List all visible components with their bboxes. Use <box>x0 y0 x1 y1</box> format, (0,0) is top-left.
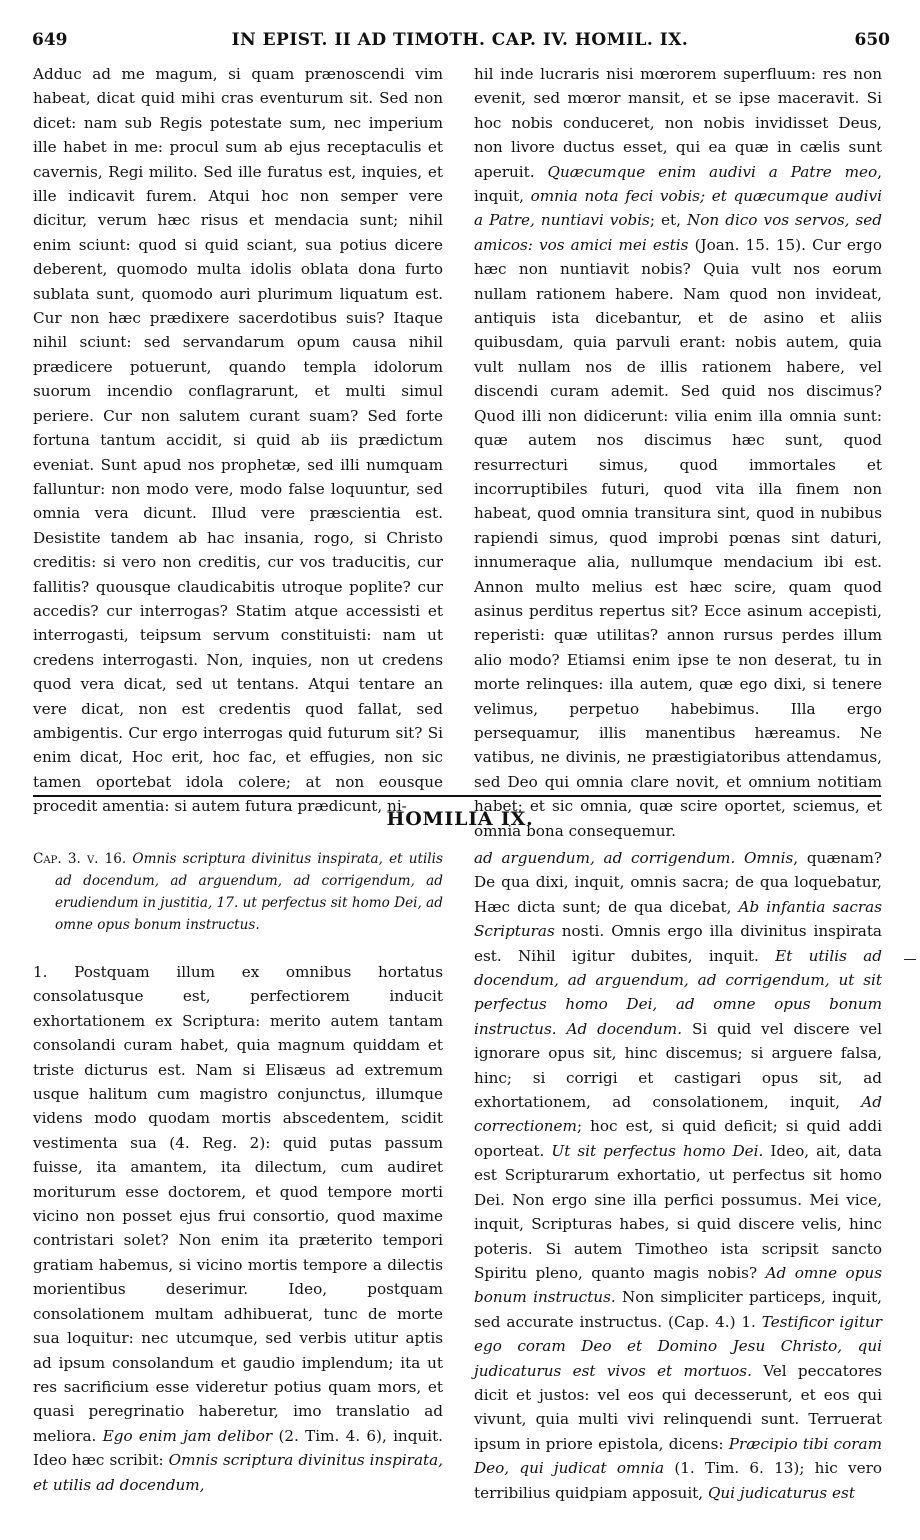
chapter-heading <box>33 848 443 936</box>
text-run: ; et, <box>649 211 687 230</box>
section-divider <box>33 795 881 797</box>
scripture-quote: Quæcumque enim audivi a Patre meo <box>547 162 878 181</box>
scripture-quote: Ut sit perfectus homo Dei. <box>551 1141 764 1160</box>
margin-mark <box>904 959 916 960</box>
paragraph <box>474 62 882 843</box>
running-header <box>30 30 890 56</box>
scripture-quote: Qui judicaturus est <box>707 1483 855 1502</box>
top-right-column <box>474 62 882 840</box>
page-number-right: 650 <box>854 30 890 50</box>
chapter-verse-text: Omnis scriptura divinitus inspirata, et utilis ad docendum, ad arguendum, ad corrigendum, ad erudiendum in justitia, 17. ut perfectus sit homo Dei, ad omne opus bonum instructus. <box>55 851 443 933</box>
scripture-quote: Testificor igitur ego coram Deo et Domino Jesu Christo, qui judicaturus est vivos et mortuos. <box>474 1312 882 1380</box>
text-run: Ideo, ait, data est Scripturarum exhortatio, ut perfectus sit homo Dei. Non ergo sine illa perfici possumus. Mei vice, inquit, Scripturas habes, si quid discere velis, hinc poteris. Si autem Timotheo ista scripsit sancto Spiritu pleno, quanto magis nobis? <box>474 1141 882 1282</box>
bottom-left-column <box>33 960 443 1500</box>
scripture-quote: Et utilis ad docendum, ad arguendum, ad corrigendum, ut sit perfectus homo Dei, ad omne opus bonum instructus. Ad docendum. <box>474 946 882 1038</box>
chapter-reference: Cap. 3. v. 16. <box>33 851 127 867</box>
scripture-quote: Præcipio tibi coram Deo, qui judicat omnia <box>474 1434 882 1478</box>
text-run: Non simpliciter particeps, inquit, sed accurate instructus. (Cap. 4.) 1. <box>474 1288 882 1331</box>
text-run: Vel peccatores dicit et justos: vel eos qui decesserunt, et eos qui vivunt, quia multi vivi relinquendi sunt. Terruerat ipsum in priore epistola, dicens: <box>474 1361 882 1453</box>
text-run: , quænam? De qua dixi, inquit, omnis sacra; de qua loquebatur, Hæc dicta sunt; de qua dicebat, <box>474 849 882 916</box>
paragraph <box>33 960 443 1497</box>
text-run: 1. Postquam illum ex omnibus hortatus consolatusque est, perfectiorem inducit exhortationem ex Scriptura: merito autem tantam consolandi curam habet, quia magnum quiddam et triste dicturus est. Nam si Elisæus ad extremum usque halitum cum magistro conjunctus, illumque videns modo quodam mortis abscedentem, scidit vestimenta sua (4. Reg. 2): quid putas passum fuisse, ita amantem, ita dilectum, cum audiret moriturum esse doctorem, et quod tempore morti vicino non posset ejus frui consortio, quod maxime contristari solet? Non enim ita præterito tempori gratiam habemus, si vicino mortis tempore a dilectis morientibus deserimur. Ideo, postquam consolationem multam adhibuerat, tunc de morte sua loquitur: nec utcumque, sed verbis utitur aptis ad ipsum consolandum et gaudio implendum; ita ut res sacrificium esse videretur potius quam mors, et quasi peregrinatio haberetur, imo translatio ad meliora. <box>33 963 443 1445</box>
top-left-column <box>33 62 443 816</box>
text-run: (2. Tim. 4. 6), inquit. Ideo hæc scribit: <box>33 1426 444 1470</box>
text-run: , inquit, <box>474 162 882 206</box>
scripture-quote: Non dico vos servos, sed amicos: vos amici mei estis <box>474 211 882 254</box>
text-run: Si quid vel discere vel ignorare opus sit, hinc discemus; si arguere falsa, hinc; si corrigi et castigari opus sit, ad exhortationem, ad consolationem, inquit, <box>474 1019 883 1112</box>
page-number-left: 649 <box>32 30 68 50</box>
scripture-quote: Ab infantia sacras Scripturas <box>474 897 882 941</box>
scripture-quote: Ad omne opus bonum instructus. <box>474 1263 882 1307</box>
text-run: ; hoc est, si quid deficit; si quid addi oporteat. <box>474 1117 882 1160</box>
homily-title: HOMILIA IX. <box>386 808 534 830</box>
scripture-quote: ad arguendum, ad corrigendum. Omnis <box>474 849 794 867</box>
running-title: IN EPIST. II AD TIMOTH. CAP. IV. HOMIL. IX. <box>231 30 689 50</box>
text-run: (Joan. 15. 15). Cur ergo hæc non nuntiavit nobis? Quia vult nos eorum nullam rationem habere. Nam quod non invideat, antiquis ista dicebantur, et de asino et aliis quibusdam, quia parvuli erant: nobis autem, quia vult nullam nos de illis rationem habere, vel discendi curam ademit. Sed quid nos discimus? Quod illi non didicerunt: vilia enim illa omnia sunt: quæ autem nos discimus hæc sunt, quod resurrecturi simus, quod immortales et incorruptibiles futuri, quod vita illa finem non habeat, quod omnia transitura sint, quod in nubibus rapiendi simus, quod improbi pœnas sint daturi, innumeraque alia, nullumque mendacium ibi est. Annon multo melius est hæc scire, quam quod asinus perditus repertus sit? Ecce asinum accepisti, reperisti: quæ utilitas? annon rursus perdes illum alio modo? Etiamsi enim ipse te non deserat, tu in morte relinques: illa autem, quæ ego dixi, si tenere velimus, perpetuo habebimus. Illa ergo persequamur, illis manentibus hæreamus. Ne vatibus, ne divinis, ne præstigiatoribus attendamus, sed Deo qui omnia clare novit, et omnium notitiam habet; et sic omnia, quæ scire oportet, sciemus, et omnia bona consequemur. <box>474 235 882 840</box>
text-run: hil inde lucraris nisi mœrorem superfluum: res non evenit, sed mœror mansit, et se ipse maceravit. Si hoc nobis conduceret, non nobis invidisset Deus, non livore ductus esset, qui ea quæ in cælis sunt aperuit. <box>474 65 882 181</box>
chapter-verse <box>33 848 443 936</box>
scripture-quote: Ad correctionem <box>474 1093 882 1136</box>
scripture-quote: Ego enim jam delibor <box>102 1426 273 1445</box>
text-run: nosti. Omnis ergo illa divinitus inspirata est. Nihil igitur dubites, inquit. <box>474 922 882 965</box>
text-run: (1. Tim. 6. 13); hic vero terribilius quidpiam apposuit, <box>474 1459 882 1502</box>
paragraph: Adduc ad me magum, si quam prænoscendi vim habeat, dicat quid mihi cras eventurum sit. Sed non dicet: nam sub Regis potestate sum, nec imperium ille habet in me: procul sum ab ejus receptaculis et cavernis, Regi milito. Sed ille furatus est, inquies, et ille indicavit furem. Atqui hoc non semper vere dicitur, verum hæc risus et mendacia sunt; nihil enim sciunt: quod si quid sciant, sua potius dicere deberent, quomodo multa idolis oblata dona furto sublata sunt, quomodo auri plurimum liquatum est. Cur non hæc prædixere sacerdotibus suis? Itaque nihil sciunt: sed servandarum opum causa nihil prædicere potuerunt, quando templa idolorum suorum incendio conflagrarunt, et multi simul periere. Cur non salutem curant suam? Sed forte fortuna tantum accidit, si quid ab iis prædictum eveniat. Sunt apud nos prophetæ, sed illi numquam falluntur: non modo vere, modo false loquuntur, sed omnia vera dicunt. Illud vere præscientia est. Desistite tandem ab hac insania, rogo, si Christo creditis: si vero non creditis, cur vos traducitis, cur fallitis? quousque claudicabitis utroque poplite? cur accedis? cur interrogas? Statim atque accessisti et interrogasti, teipsum servum constituisti: nam ut credens interrogasti. Non, inquies, non ut credens quod vera dicat, sed ut tentans. Atqui tentare an vere dicat, non est credentis quod fallat, sed ambigentis. Cur ergo interrogas quid futurum sit? Si enim dicat, Hoc erit, hoc fac, et effugies, non sic tamen oportebat idola colere; at non eousque procedit amentia: si autem futura prædicunt, ni- <box>33 65 443 816</box>
paragraph <box>474 846 882 1505</box>
scripture-quote: omnia nota feci vobis; et quæcumque audivi a Patre, nuntiavi vobis <box>474 187 882 230</box>
bottom-right-column <box>474 846 882 1500</box>
scripture-quote: Omnis scriptura divinitus inspirata, et utilis ad docendum, <box>33 1451 443 1494</box>
